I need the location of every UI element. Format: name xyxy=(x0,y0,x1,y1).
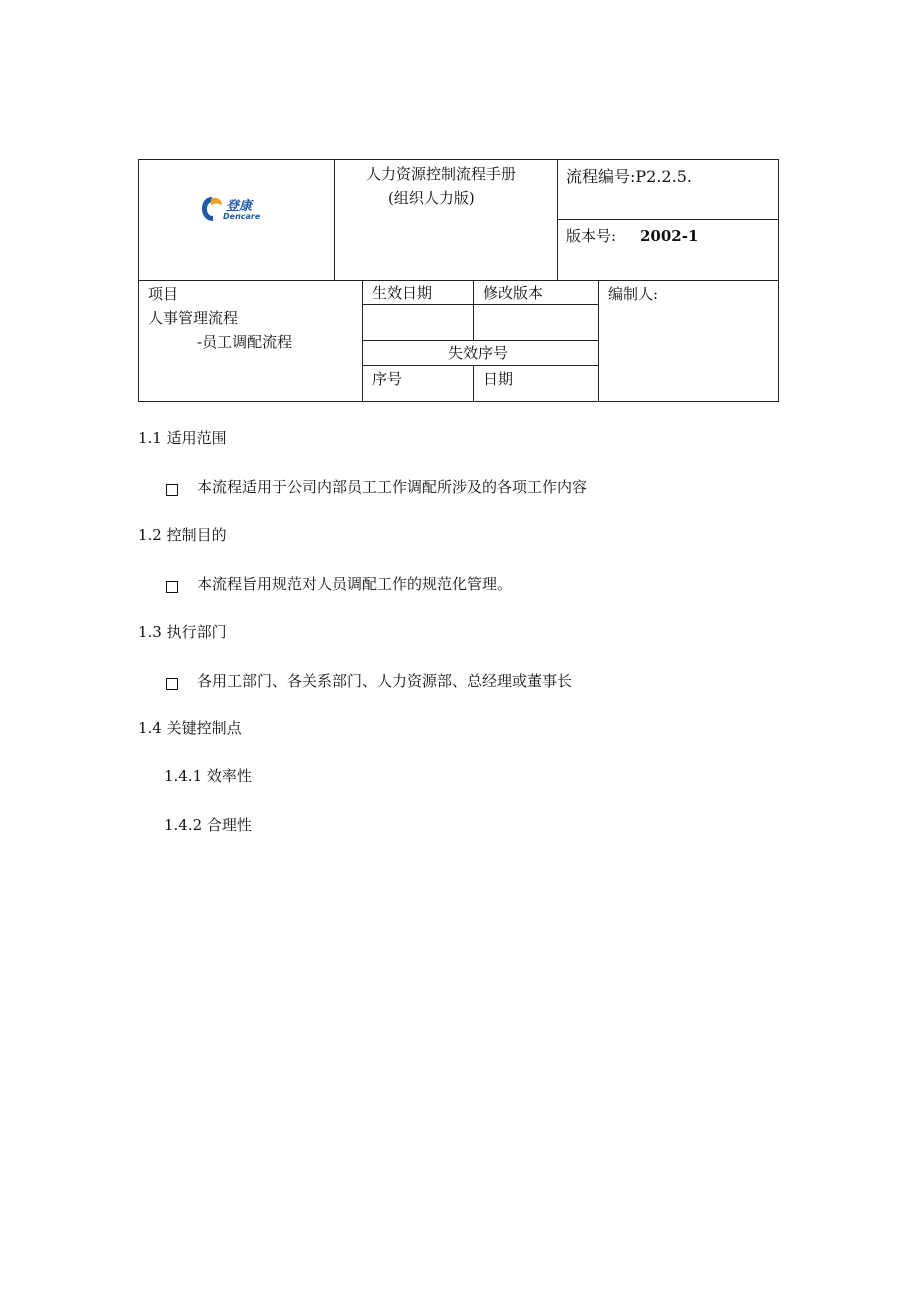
section-heading: 1.3 执行部门 xyxy=(138,623,227,641)
list-item-text: 本流程适用于公司内部员工工作调配所涉及的各项工作内容 xyxy=(197,478,588,496)
subpoint: 1.4.1 效率性 xyxy=(164,767,252,785)
logo-mark-icon xyxy=(200,195,224,223)
project-name: 人事管理流程 xyxy=(148,309,239,327)
seq-label: 序号 xyxy=(372,370,403,388)
editor-label: 编制人: xyxy=(608,285,659,303)
section-heading: 1.1 适用范围 xyxy=(138,429,227,447)
flow-number: 流程编号:P2.2.5. xyxy=(566,167,692,186)
logo-english-text: Dencare xyxy=(223,212,261,221)
company-logo xyxy=(200,193,270,227)
subpoint: 1.4.2 合理性 xyxy=(164,816,252,834)
project-label: 项目 xyxy=(148,285,179,303)
project-subname: -员工调配流程 xyxy=(197,333,293,351)
checkbox-square-icon xyxy=(166,581,178,593)
version-value: 2002-1 xyxy=(640,227,699,245)
list-item-text: 本流程旨用规范对人员调配工作的规范化管理。 xyxy=(197,575,513,593)
section-heading: 1.2 控制目的 xyxy=(138,526,227,544)
checkbox-square-icon xyxy=(166,484,178,496)
manual-subtitle: (组织人力版) xyxy=(388,189,475,207)
section-heading: 1.4 关键控制点 xyxy=(138,719,242,737)
date-label: 日期 xyxy=(483,370,514,388)
expiry-label: 失效序号 xyxy=(448,344,509,362)
manual-title: 人力资源控制流程手册 xyxy=(366,165,517,183)
logo-chinese-text: 登康 xyxy=(226,199,253,214)
effective-date-label: 生效日期 xyxy=(372,284,433,302)
version-label: 版本号: xyxy=(566,227,617,245)
list-item-text: 各用工部门、各关系部门、人力资源部、总经理或董事长 xyxy=(197,672,573,690)
revision-label: 修改版本 xyxy=(483,284,544,302)
checkbox-square-icon xyxy=(166,678,178,690)
